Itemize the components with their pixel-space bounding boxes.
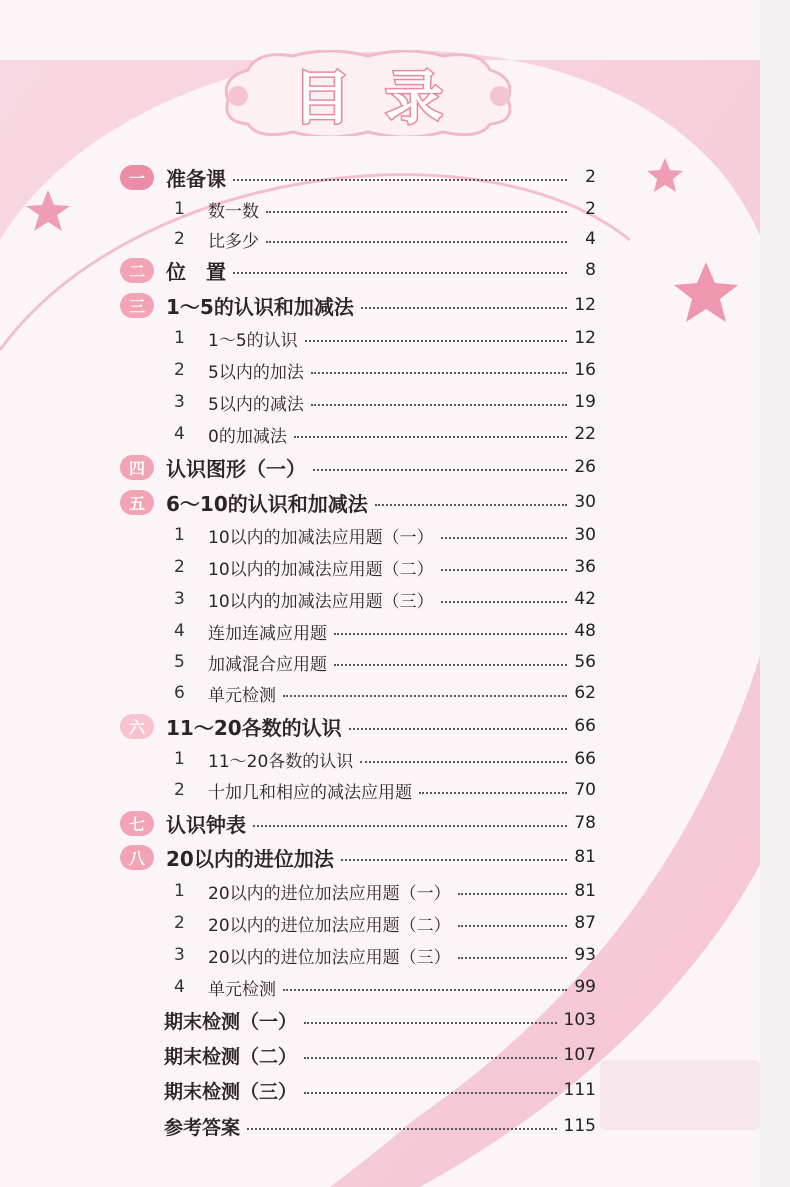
chapter-title: 1～5的认识和加减法 — [166, 294, 354, 319]
page-number: 66 — [574, 716, 596, 736]
toc-section-entry[interactable] — [174, 420, 596, 448]
chapter-title: 6～10的认识和加减法 — [166, 491, 368, 516]
toc-chapter-entry[interactable] — [166, 291, 596, 319]
section-title: 20以内的进位加法应用题（一） — [208, 883, 451, 904]
page-number: 78 — [574, 813, 596, 833]
section-number: 2 — [174, 557, 185, 577]
section-title: 10以内的加减法应用题（三） — [208, 591, 434, 612]
chapter-title: 认识钟表 — [166, 812, 246, 837]
section-number: 1 — [174, 525, 185, 545]
dot-leader — [283, 989, 567, 991]
section-number: 6 — [174, 683, 185, 703]
chapter-badge: 三 — [120, 293, 154, 318]
dot-leader — [419, 792, 567, 794]
dot-leader — [266, 241, 567, 243]
page-number: 12 — [574, 295, 596, 315]
chapter-badge: 八 — [120, 845, 154, 870]
chapter-badge: 二 — [120, 258, 154, 283]
page-number: 16 — [574, 360, 596, 380]
extra-title: 期末检测（三） — [164, 1080, 298, 1103]
chapter-title: 20以内的进位加法 — [166, 846, 334, 871]
toc-section-entry[interactable] — [174, 521, 596, 549]
section-number: 4 — [174, 621, 185, 641]
extra-title: 期末检测（一） — [164, 1010, 298, 1033]
dot-leader — [283, 695, 567, 697]
toc-extra-entry[interactable] — [164, 1112, 596, 1140]
dot-leader — [294, 436, 567, 438]
page-number: 70 — [574, 780, 596, 800]
dot-leader — [441, 537, 567, 539]
page-number: 4 — [585, 229, 596, 249]
toc-section-entry[interactable] — [174, 909, 596, 937]
page-number: 81 — [574, 881, 596, 901]
dot-leader — [458, 925, 567, 927]
section-number: 4 — [174, 977, 185, 997]
dot-leader — [360, 761, 567, 763]
section-title: 单元检测 — [208, 685, 276, 706]
toc-extra-entry[interactable] — [164, 1041, 596, 1069]
toc-section-entry[interactable] — [174, 973, 596, 1001]
section-number: 2 — [174, 229, 185, 249]
toc-chapter-entry[interactable] — [166, 163, 596, 191]
page-title: 目录 — [292, 64, 477, 132]
toc-section-entry[interactable] — [174, 195, 596, 223]
page-number: 42 — [574, 589, 596, 609]
section-number: 1 — [174, 328, 185, 348]
page-number: 56 — [574, 652, 596, 672]
section-title: 1～5的认识 — [208, 330, 298, 351]
dot-leader — [334, 633, 567, 635]
dot-leader — [341, 859, 567, 861]
toc-chapter-entry[interactable] — [166, 809, 596, 837]
chapter-title: 位 置 — [166, 259, 226, 284]
section-title: 20以内的进位加法应用题（二） — [208, 915, 451, 936]
dot-leader — [233, 272, 567, 274]
section-number: 1 — [174, 199, 185, 219]
section-number: 1 — [174, 749, 185, 769]
dot-leader — [304, 1022, 557, 1024]
page-number: 111 — [563, 1080, 596, 1100]
page-number: 30 — [574, 492, 596, 512]
section-title: 5以内的加法 — [208, 362, 304, 383]
page-number: 2 — [585, 199, 596, 219]
section-title: 单元检测 — [208, 979, 276, 1000]
section-title: 加减混合应用题 — [208, 654, 327, 675]
chapter-badge: 七 — [120, 811, 154, 836]
section-title: 数一数 — [208, 201, 259, 222]
chapter-title: 认识图形（一） — [166, 456, 306, 481]
dot-leader — [334, 664, 567, 666]
dot-leader — [458, 957, 567, 959]
toc-section-entry[interactable] — [174, 941, 596, 969]
section-title: 10以内的加减法应用题（一） — [208, 527, 434, 548]
dot-leader — [247, 1128, 557, 1130]
dot-leader — [311, 372, 567, 374]
page-number: 81 — [574, 847, 596, 867]
toc-section-entry[interactable] — [174, 553, 596, 581]
toc-extra-entry[interactable] — [164, 1006, 596, 1034]
chapter-badge: 四 — [120, 455, 154, 480]
section-number: 1 — [174, 881, 185, 901]
dot-leader — [233, 179, 567, 181]
section-number: 3 — [174, 392, 185, 412]
toc-chapter-entry[interactable] — [166, 453, 596, 481]
chapter-title: 11～20各数的认识 — [166, 715, 342, 740]
dot-leader — [361, 307, 567, 309]
page-number: 62 — [574, 683, 596, 703]
section-number: 2 — [174, 780, 185, 800]
dot-leader — [305, 340, 567, 342]
page-number: 93 — [574, 945, 596, 965]
extra-title: 参考答案 — [164, 1116, 241, 1139]
page-number: 36 — [574, 557, 596, 577]
toc-section-entry[interactable] — [174, 745, 596, 773]
toc-section-entry[interactable] — [174, 225, 596, 253]
page-number: 66 — [574, 749, 596, 769]
toc-section-entry[interactable] — [174, 877, 596, 905]
toc-section-entry[interactable] — [174, 356, 596, 384]
chapter-badge: 五 — [120, 490, 154, 515]
section-title: 5以内的减法 — [208, 394, 304, 415]
page-number: 115 — [563, 1116, 596, 1136]
chapter-badge: 六 — [120, 714, 154, 739]
dot-leader — [266, 211, 567, 213]
chapter-badge: 一 — [120, 165, 154, 190]
toc-section-entry[interactable] — [174, 776, 596, 804]
section-title: 11～20各数的认识 — [208, 751, 354, 772]
section-title: 连加连减应用题 — [208, 623, 327, 644]
section-title: 比多少 — [208, 231, 259, 252]
dot-leader — [441, 601, 567, 603]
dot-leader — [349, 728, 567, 730]
section-title: 20以内的进位加法应用题（三） — [208, 947, 451, 968]
dot-leader — [313, 469, 567, 471]
toc-chapter-entry[interactable] — [166, 488, 596, 516]
page-number: 2 — [585, 167, 596, 187]
toc-section-entry[interactable] — [174, 585, 596, 613]
page-number: 19 — [574, 392, 596, 412]
dot-leader — [311, 404, 567, 406]
dot-leader — [458, 893, 567, 895]
section-title: 0的加减法 — [208, 426, 287, 447]
section-number: 5 — [174, 652, 185, 672]
page-number: 103 — [563, 1010, 596, 1030]
page-number: 12 — [574, 328, 596, 348]
extra-title: 期末检测（二） — [164, 1045, 298, 1068]
section-number: 2 — [174, 360, 185, 380]
page-number: 22 — [574, 424, 596, 444]
toc-section-entry[interactable] — [174, 679, 596, 707]
page-number: 99 — [574, 977, 596, 997]
section-number: 4 — [174, 424, 185, 444]
dot-leader — [441, 569, 567, 571]
toc-chapter-entry[interactable] — [166, 843, 596, 871]
toc-section-entry[interactable] — [174, 324, 596, 352]
toc-section-entry[interactable] — [174, 617, 596, 645]
toc-chapter-entry[interactable] — [166, 256, 596, 284]
dot-leader — [304, 1057, 557, 1059]
page-number: 8 — [585, 260, 596, 280]
section-title: 十加几和相应的减法应用题 — [208, 782, 412, 803]
section-title: 10以内的加减法应用题（二） — [208, 559, 434, 580]
toc-chapter-entry[interactable] — [166, 712, 596, 740]
page-number: 30 — [574, 525, 596, 545]
section-number: 3 — [174, 589, 185, 609]
section-number: 3 — [174, 945, 185, 965]
page-number: 48 — [574, 621, 596, 641]
page-number: 107 — [563, 1045, 596, 1065]
section-number: 2 — [174, 913, 185, 933]
toc-section-entry[interactable] — [174, 388, 596, 416]
page-number: 87 — [574, 913, 596, 933]
toc-section-entry[interactable] — [174, 648, 596, 676]
page-number: 26 — [574, 457, 596, 477]
dot-leader — [375, 504, 567, 506]
toc-extra-entry[interactable] — [164, 1076, 596, 1104]
dot-leader — [304, 1092, 557, 1094]
dot-leader — [253, 825, 567, 827]
chapter-title: 准备课 — [166, 166, 226, 191]
